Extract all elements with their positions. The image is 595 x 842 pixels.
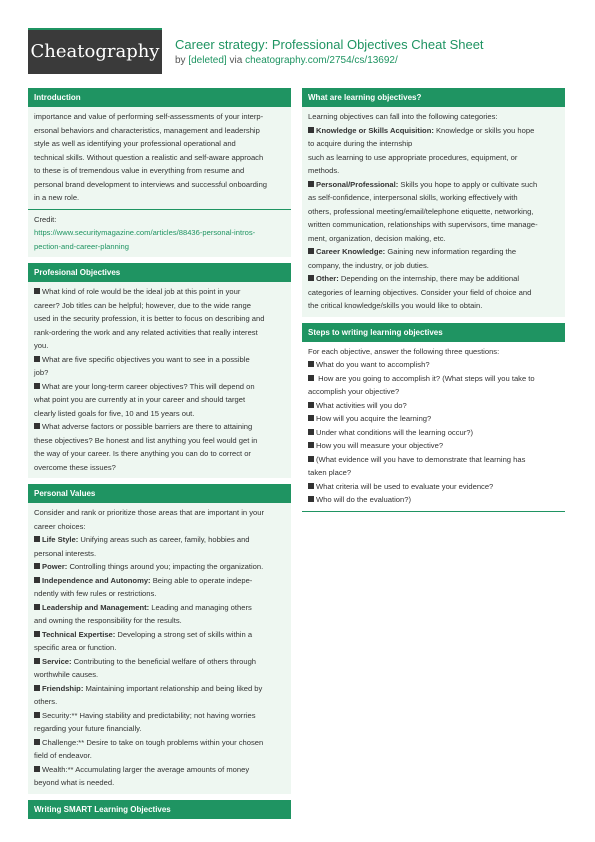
text-line: to these is of tremendous value in everything from resume and <box>34 166 245 175</box>
bullet-square-icon <box>308 275 314 281</box>
text-line: career? Job titles can be helpful; however, due to the wide range <box>34 300 251 310</box>
left-column <box>28 88 291 825</box>
section-steps-learning-objectives <box>302 323 565 512</box>
bullet-square-icon <box>34 739 40 745</box>
list-item: Friendship: Maintaining important relationship and being liked by <box>34 682 285 696</box>
bullet-square-icon <box>308 402 314 408</box>
text-line: these objectives? Be honest and list anything you feel would get in <box>34 435 258 445</box>
sheet-title: Career strategy: Professional Objectives Cheat Sheet <box>175 37 484 52</box>
text-line: accomplish your objective? <box>308 387 400 396</box>
list-item: How you will measure your objective? <box>308 439 559 453</box>
sheet-url-link[interactable]: cheatography.com/2754/cs/13692/ <box>245 55 398 66</box>
list-item: What kind of role would be the ideal job at this point in your <box>34 285 285 299</box>
credit-label: Credit: <box>34 214 57 224</box>
list-item: What are five specific objectives you want to see in a possible <box>34 353 285 367</box>
list-item: Knowledge or Skills Acquisition: Knowledge or skills you hope <box>308 124 559 138</box>
text-line: ndently with few rules or restrictions. <box>34 589 157 598</box>
text-line: others. <box>34 697 58 706</box>
list-item: Independence and Autonomy: Being able to operate indepe- <box>34 574 285 588</box>
text-line: the way of your career. Is there anything you can do to correct or <box>34 449 251 458</box>
section-heading: Steps to writing learning objectives <box>302 323 565 342</box>
section-heading: Introduction <box>28 88 291 107</box>
list-item: What criteria will be used to evaluate your evidence? <box>308 480 559 494</box>
bullet-square-icon <box>308 496 314 502</box>
text-line: rank-ordering the work and any related activities that really interest <box>34 327 258 337</box>
text-line: overcome these issues? <box>34 462 116 472</box>
section-heading: Personal Values <box>28 484 291 503</box>
list-item: How will you acquire the learning? <box>308 412 559 426</box>
text-line: technical skills. Without question a realistic and self-aware approach <box>34 152 264 162</box>
list-item: Technical Expertise: Developing a strong set of skills within a <box>34 628 285 642</box>
section-heading: What are learning objectives? <box>302 88 565 107</box>
byline <box>175 55 398 66</box>
bullet-square-icon <box>34 563 40 569</box>
text-line: company, the industry, or job duties. <box>308 260 429 270</box>
text-line: methods. <box>308 166 340 175</box>
bullet-square-icon <box>308 483 314 489</box>
credit-block <box>28 210 291 258</box>
bullet-square-icon <box>34 423 40 429</box>
list-item: Career Knowledge: Gaining new information regarding the <box>308 245 559 259</box>
list-item: Wealth:** Accumulating larger the average amounts of money <box>34 763 285 777</box>
text-line: written communication, relationships with supervisors, time manage- <box>308 220 538 229</box>
text-line: as self-confidence, interpersonal skills, working effectively with <box>308 193 518 202</box>
bullet-square-icon <box>34 604 40 610</box>
text-line: job? <box>34 368 49 377</box>
list-item: Under what conditions will the learning occur?) <box>308 426 559 440</box>
bullet-square-icon <box>34 658 40 664</box>
text-line: you. <box>34 341 49 350</box>
text-line: importance and value of performing self-assessments of your interp- <box>34 112 264 121</box>
byline-via: via <box>229 55 243 66</box>
section-heading: Writing SMART Learning Objectives <box>28 800 291 819</box>
bullet-square-icon <box>308 415 314 421</box>
credit-link-cont[interactable]: pection-and-career-planning <box>34 241 129 251</box>
list-item: Power: Controlling things around you; impacting the organization. <box>34 560 285 574</box>
bullet-square-icon <box>34 577 40 583</box>
text-line: the critical knowledge/skills you would like to obtain. <box>308 301 483 310</box>
bullet-square-icon <box>308 442 314 448</box>
text-line: style as well as identifying your professional operational and <box>34 139 236 148</box>
bullet-square-icon <box>308 429 314 435</box>
bullet-square-icon <box>34 631 40 637</box>
text-line: beyond what is needed. <box>34 778 115 787</box>
list-item: What adverse factors or possible barriers are there to attaining <box>34 420 285 434</box>
bullet-square-icon <box>34 536 40 542</box>
text-line: Learning objectives can fall into the following categories: <box>308 112 498 121</box>
list-item: Who will do the evaluation?) <box>308 493 559 507</box>
section-introduction <box>28 88 291 257</box>
list-item: Personal/Professional: Skills you hope to apply or cultivate such <box>308 178 559 192</box>
bullet-square-icon <box>308 361 314 367</box>
list-item: (What evidence will you have to demonstrate that learning has <box>308 453 559 467</box>
text-line: personal brand development to interviews and successful onboarding <box>34 179 268 189</box>
bullet-square-icon <box>34 356 40 362</box>
section-body <box>302 107 565 317</box>
section-heading: Profesional Objectives <box>28 263 291 282</box>
credit-link[interactable]: https://www.securitymagazine.com/articles/88436-personal-intros- <box>34 228 256 237</box>
section-personal-values <box>28 484 291 794</box>
list-item: Challenge:** Desire to take on tough problems within your chosen <box>34 736 285 750</box>
bullet-square-icon <box>34 383 40 389</box>
bullet-square-icon <box>308 375 314 381</box>
text-line: categories of learning objectives. Consider your field of choice and <box>308 287 532 297</box>
right-column <box>302 88 565 518</box>
text-line: in a new role. <box>34 193 80 202</box>
cheatography-logo[interactable]: Cheatography <box>28 30 162 74</box>
section-learning-objectives <box>302 88 565 317</box>
text-line: what point you are currently at in your career and should target <box>34 395 246 404</box>
section-professional-objectives <box>28 263 291 478</box>
list-item: What activities will you do? <box>308 399 559 413</box>
text-line: and owning the responsibility for the results. <box>34 616 182 625</box>
byline-by: by <box>175 55 186 66</box>
list-item: Leadership and Management: Leading and managing others <box>34 601 285 615</box>
text-line: ment, organization, decision making, etc. <box>308 233 446 243</box>
text-line: worthwhile causes. <box>34 670 99 679</box>
bullet-square-icon <box>308 248 314 254</box>
bullet-square-icon <box>308 456 314 462</box>
section-body <box>302 342 565 511</box>
bullet-square-icon <box>308 181 314 187</box>
list-item: Security:** Having stability and predictability; not having worries <box>34 709 285 723</box>
text-line: field of endeavor. <box>34 751 92 760</box>
bullet-square-icon <box>34 766 40 772</box>
text-line: specific area or function. <box>34 643 117 652</box>
section-smart-objectives <box>28 800 291 819</box>
bullet-square-icon <box>34 288 40 294</box>
text-line: taken place? <box>308 468 352 477</box>
text-line: For each objective, answer the following three questions: <box>308 346 500 356</box>
text-line: to acquire during the internship <box>308 139 413 148</box>
list-item: What are your long-term career objectives? This will depend on <box>34 380 285 394</box>
text-line: ersonal behaviors and characteristics, management and leadership <box>34 125 260 135</box>
text-line: others, professional meeting/email/telephone etiquette, networking, <box>308 206 534 216</box>
bullet-square-icon <box>34 712 40 718</box>
bullet-square-icon <box>308 127 314 133</box>
divider <box>302 511 565 512</box>
text-line: regarding your future financially. <box>34 724 142 733</box>
section-body <box>28 503 291 794</box>
text-line: clearly listed goals for five, 10 and 15 years out. <box>34 408 195 418</box>
section-body <box>28 107 291 209</box>
list-item: Service: Contributing to the beneficial welfare of others through <box>34 655 285 669</box>
text-line: career choices: <box>34 521 86 531</box>
section-body <box>28 282 291 478</box>
bullet-square-icon <box>34 685 40 691</box>
list-item: Life Style: Unifying areas such as career, family, hobbies and <box>34 533 285 547</box>
text-line: Consider and rank or prioritize those areas that are important in your <box>34 508 265 517</box>
list-item: How are you going to accomplish it? (What steps will you take to <box>308 372 559 386</box>
text-line: used in the security profession, it is better to focus on describing and <box>34 314 265 323</box>
list-item: Other: Depending on the internship, there may be additional <box>308 272 559 286</box>
text-line: personal interests. <box>34 548 97 558</box>
author-link[interactable]: [deleted] <box>188 55 227 66</box>
text-line: such as learning to use appropriate procedures, equipment, or <box>308 152 518 162</box>
list-item: What do you want to accomplish? <box>308 358 559 372</box>
